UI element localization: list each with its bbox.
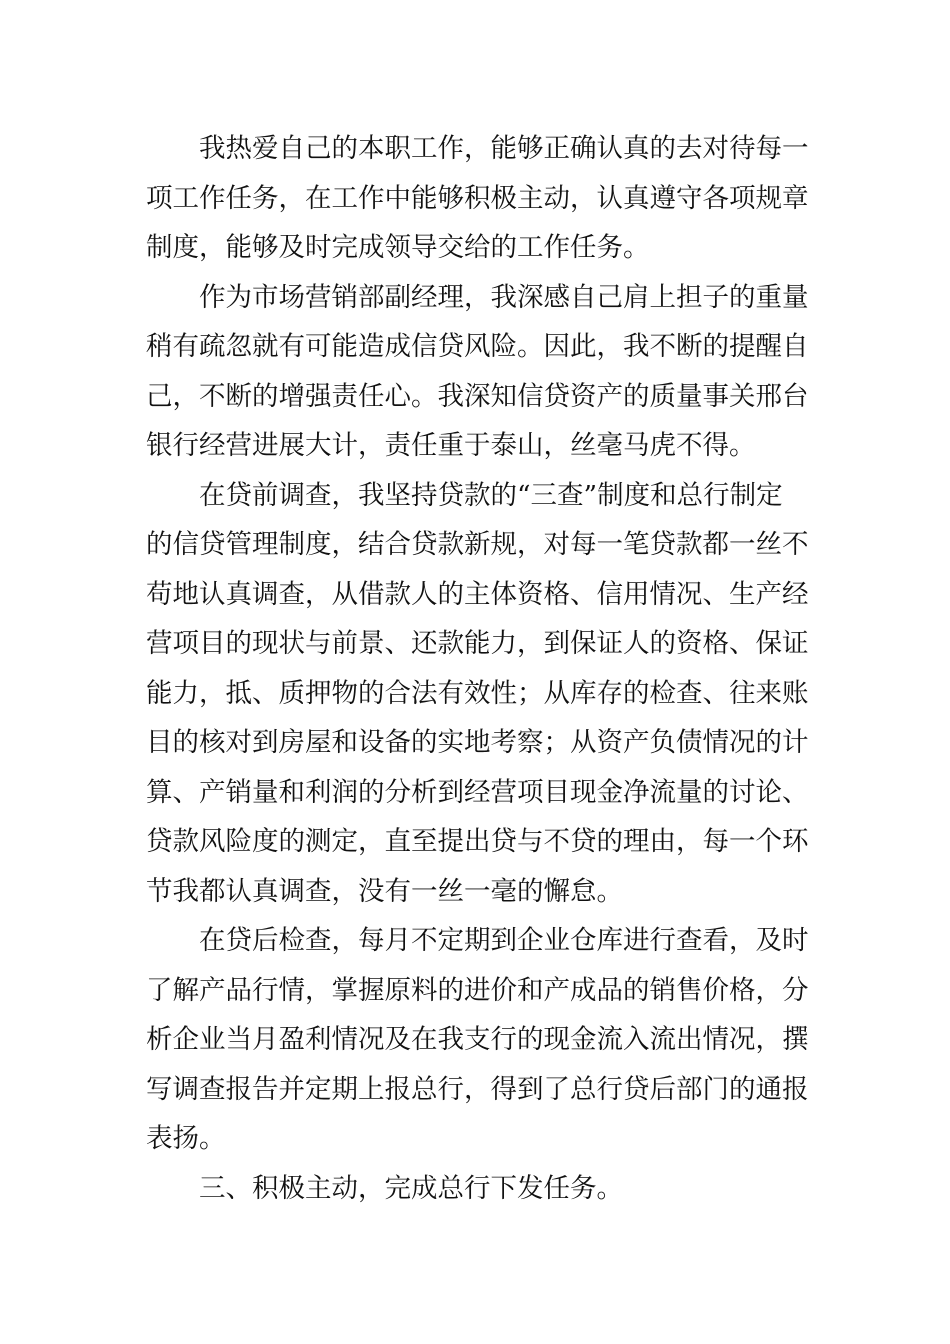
text-line: 营项目的现状与前景、还款能力，到保证人的资格、保证 <box>146 628 808 659</box>
text-line: 了解产品行情，掌握原料的进价和产成品的销售价格，分 <box>146 974 808 1006</box>
text-line: 算、产销量和利润的分析到经营项目现金净流量的讨论、 <box>146 776 808 808</box>
text-line: 析企业当月盈利情况及在我支行的现金流入流出情况，撰 <box>146 1024 808 1055</box>
text-line: 能力，抵、质押物的合法有效性；从库存的检查、往来账 <box>146 677 808 709</box>
paragraph-3 <box>146 471 808 917</box>
text-line: 在贷前调查，我坚持贷款的“三查”制度和总行制定 <box>199 479 783 511</box>
paragraph-5 <box>146 1164 808 1214</box>
text-line: 目的核对到房屋和设备的实地考察；从资产负债情况的计 <box>146 727 808 758</box>
text-line: 制度，能够及时完成领导交给的工作任务。 <box>146 232 650 263</box>
text-line: 表扬。 <box>146 1123 226 1154</box>
paragraph-1 <box>146 124 808 273</box>
text-line: 在贷后检查，每月不定期到企业仓库进行查看，及时 <box>199 925 808 956</box>
text-line: 银行经营进展大计，责任重于泰山，丝毫马虎不得。 <box>146 430 756 461</box>
section-heading: 三、积极主动，完成总行下发任务。 <box>199 1172 623 1204</box>
paragraph-4 <box>146 916 808 1164</box>
text-line: 写调查报告并定期上报总行，得到了总行贷后部门的通报 <box>146 1073 808 1105</box>
document-body <box>146 124 808 1213</box>
text-line: 贷款风险度的测定，直至提出贷与不贷的理由，每一个环 <box>146 826 808 857</box>
text-line: 节我都认真调查，没有一丝一毫的懈怠。 <box>146 875 623 907</box>
text-line: 的信贷管理制度，结合贷款新规，对每一笔贷款都一丝不 <box>146 529 808 560</box>
text-line: 作为市场营销部副经理，我深感自己肩上担子的重量 <box>199 281 808 313</box>
text-line: 苟地认真调查，从借款人的主体资格、信用情况、生产经 <box>146 578 808 610</box>
paragraph-2 <box>146 273 808 471</box>
text-line: 己，不断的增强责任心。我深知信贷资产的质量事关邢台 <box>146 380 808 412</box>
text-line: 稍有疏忽就有可能造成信贷风险。因此，我不断的提醒自 <box>146 331 808 362</box>
text-line: 项工作任务，在工作中能够积极主动，认真遵守各项规章 <box>146 182 808 214</box>
text-line: 我热爱自己的本职工作，能够正确认真的去对待每一 <box>199 133 808 164</box>
